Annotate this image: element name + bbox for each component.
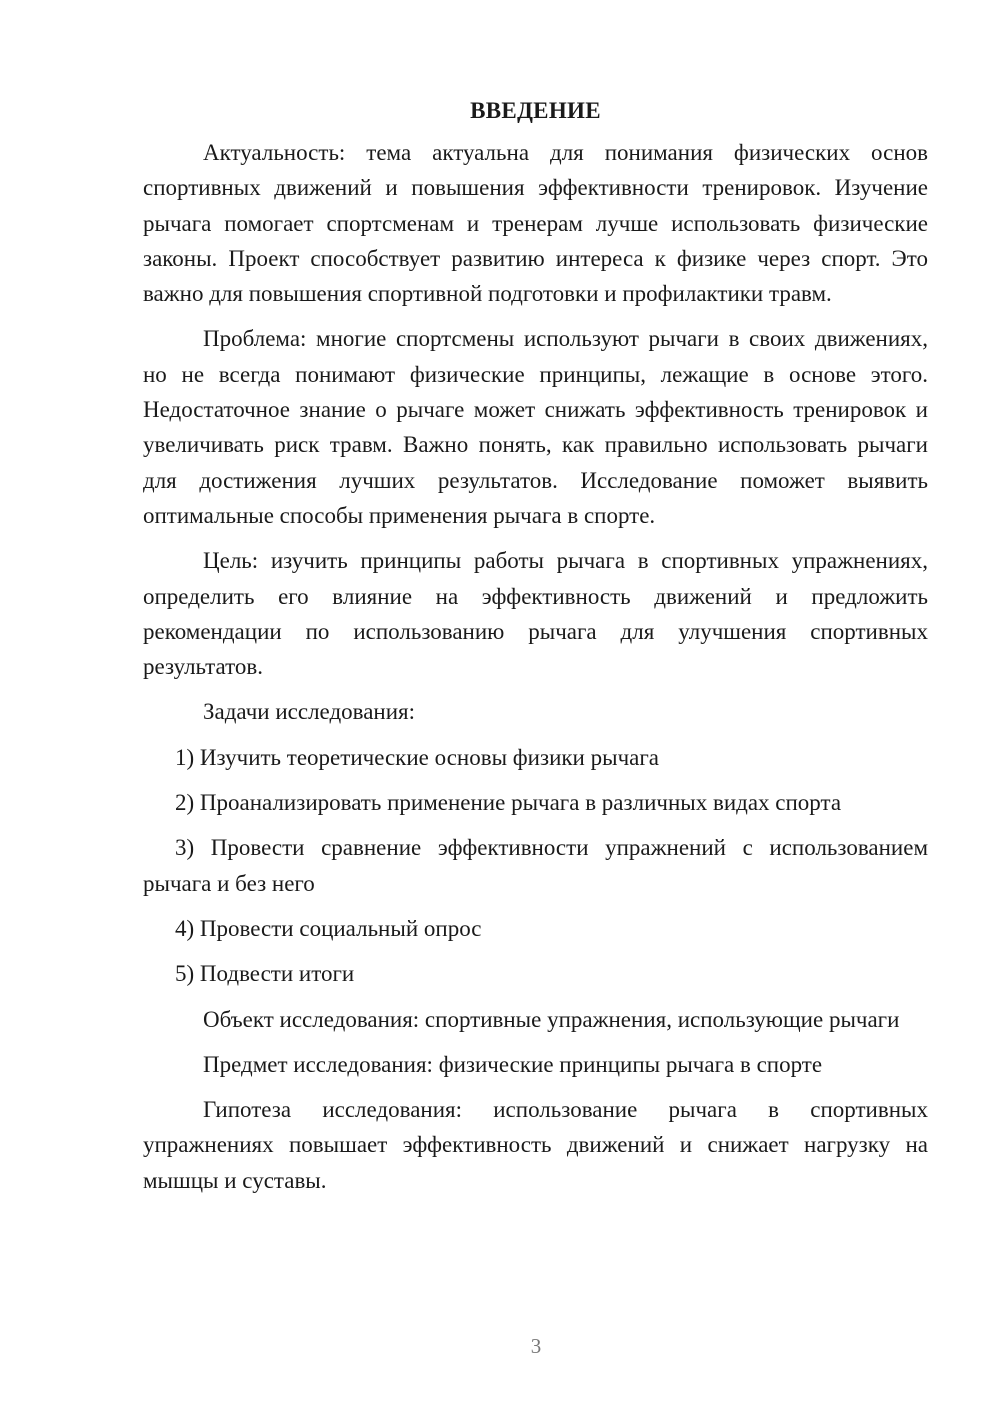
list-item-number: 5) (175, 961, 195, 987)
list-item-text: Провести сравнение эффективности упражнений с использованием рычага и без него (143, 835, 929, 896)
list-item (143, 911, 928, 946)
list-item-number: 2) (175, 790, 195, 816)
paragraph-subject: Предмет исследования: физические принципы рычага в спорте (203, 1051, 823, 1077)
paragraph-relevance: Актуальность: тема актуальна для понимания физических основ спортивных движений и повышения эффективности тренировок. Изучение рычага помогает спортсменам и тренерам лучше использовать физические законы. Проект способствует развитию интереса к физике через спорт. Это важно для повышения спортивной подготовки и профилактики травм. (143, 140, 928, 307)
list-item-text: Провести социальный опрос (199, 915, 482, 941)
list-item (143, 830, 928, 901)
list-item (143, 740, 928, 775)
list-item-number: 3) (175, 835, 195, 861)
paragraph-problem: Проблема: многие спортсмены используют рычаги в своих движениях, но не всегда понимают физические принципы, лежащие в основе этого. Недостаточное знание о рычаге может снижать эффективность тренировок и увеличивать риск травм. Важно понять, как правильно использовать рычаги для достижения лучших результатов. Исследование поможет выявить оптимальные способы применения рычага в спорте. (143, 326, 928, 528)
tasks-list (143, 740, 928, 992)
paragraph-goal: Цель: изучить принципы работы рычага в спортивных упражнениях, определить его влияние на эффективность движений и предложить рекомендации по использованию рычага для улучшения спортивных результатов. (143, 548, 928, 680)
list-item-text: Подвести итоги (199, 961, 355, 987)
section-title: ВВЕДЕНИЕ (470, 98, 601, 123)
tasks-heading: Задачи исследования: (203, 699, 416, 725)
list-item (143, 785, 928, 820)
list-item (143, 956, 928, 991)
list-item-number: 4) (175, 915, 195, 941)
paragraph-object: Объект исследования: спортивные упражнения, использующие рычаги (203, 1006, 900, 1032)
page-number: 3 (530, 1334, 542, 1358)
page-content (143, 96, 928, 1208)
list-item-text: Изучить теоретические основы физики рычага (199, 744, 659, 770)
paragraph-hypothesis: Гипотеза исследования: использование рычага в спортивных упражнениях повышает эффективность движений и снижает нагрузку на мышцы и суставы. (143, 1097, 928, 1193)
list-item-number: 1) (175, 744, 195, 770)
list-item-text: Проанализировать применение рычага в различных видах спорта (199, 790, 842, 816)
